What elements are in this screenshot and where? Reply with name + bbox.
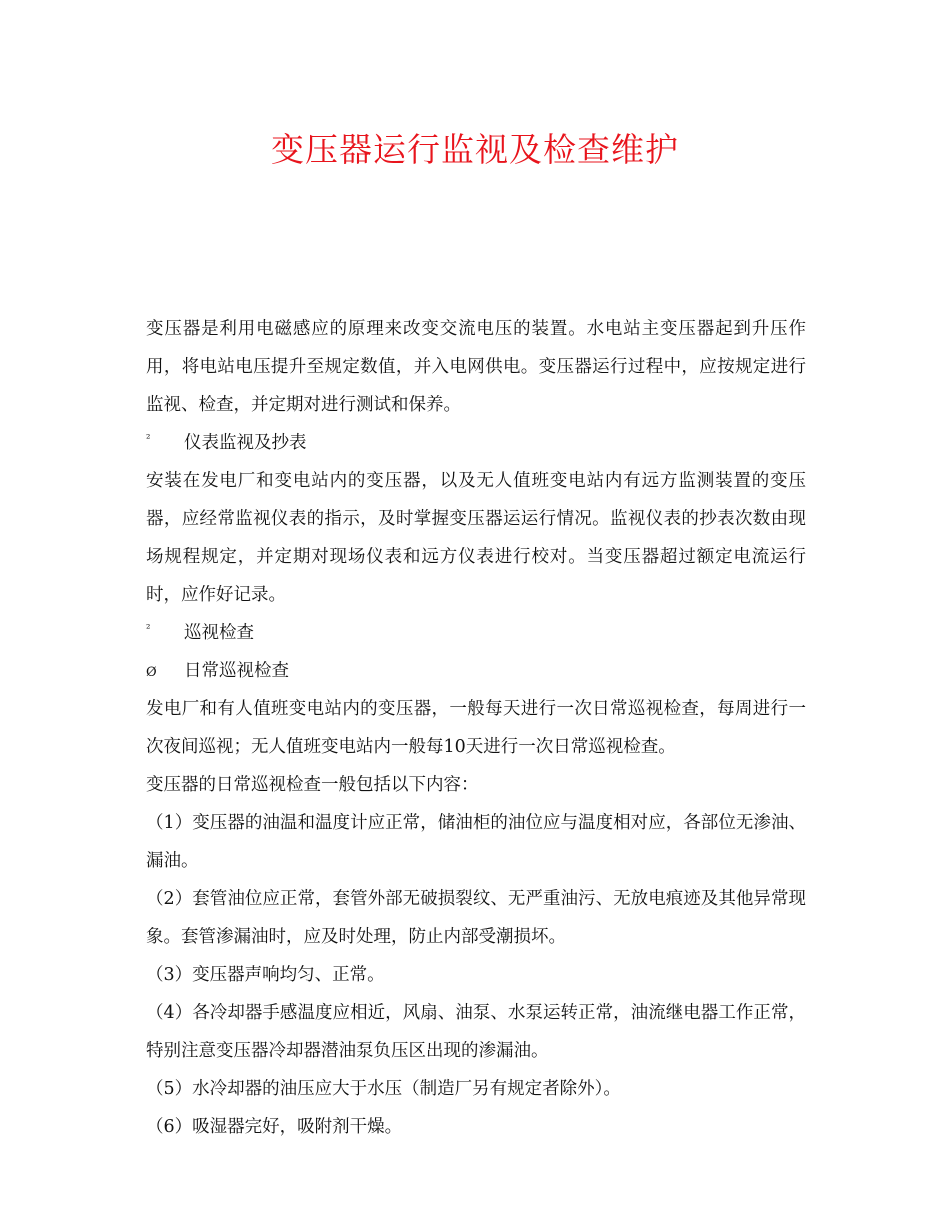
section-heading-patrol-inspection [146,614,806,652]
intro-paragraph: 变压器是利用电磁感应的原理来改变交流电压的装置。水电站主变压器起到升压作用，将电站电压提升至规定数值，并入电网供电。变压器运行过程中，应按规定进行监视、检查，并定期对进行测试和保养。 [146,319,806,415]
subsection-heading-text: 日常巡视检查 [184,661,289,681]
document-body [146,310,806,1146]
section-heading-text: 巡视检查 [184,623,254,643]
list-item: （3）变压器声响均匀、正常。 [146,965,385,985]
document-title: 变压器运行监视及检查维护 [271,130,679,169]
list-intro: 变压器的日常巡视检查一般包括以下内容： [146,775,479,795]
sub-bullet-marker: Ø [146,665,157,680]
daily-patrol-paragraph: 发电厂和有人值班变电站内的变压器，一般每天进行一次日常巡视检查，每周进行一次夜间巡视；无人值班变电站内一般每10天进行一次日常巡视检查。 [146,699,806,757]
list-item: （6）吸湿器完好，吸附剂干燥。 [146,1117,403,1137]
list-item: （5）水冷却器的油压应大于水压（制造厂另有规定者除外）。 [146,1079,621,1099]
list-item: （4）各冷却器手感温度应相近，风扇、油泵、水泵运转正常，油流继电器工作正常，特别注意变压器冷却器潜油泵负压区出现的渗漏油。 [146,1003,806,1061]
bullet-marker: ² [146,432,151,445]
bullet-marker: ² [146,622,151,635]
section-heading-text: 仪表监视及抄表 [184,433,307,453]
list-item: （1）变压器的油温和温度计应正常，储油柜的油位应与温度相对应，各部位无渗油、漏油。 [146,813,806,871]
section-heading-meter-monitoring [146,424,806,462]
subsection-heading-daily-patrol [146,652,806,690]
meter-monitoring-paragraph: 安装在发电厂和变电站内的变压器，以及无人值班变电站内有远方监测装置的变压器，应经常监视仪表的指示，及时掌握变压器运运行情况。监视仪表的抄表次数由现场规程规定，并定期对现场仪表和远方仪表进行校对。当变压器超过额定电流运行时，应作好记录。 [146,471,806,605]
list-item: （2）套管油位应正常，套管外部无破损裂纹、无严重油污、无放电痕迹及其他异常现象。套管渗漏油时，应及时处理，防止内部受潮损坏。 [146,889,806,947]
